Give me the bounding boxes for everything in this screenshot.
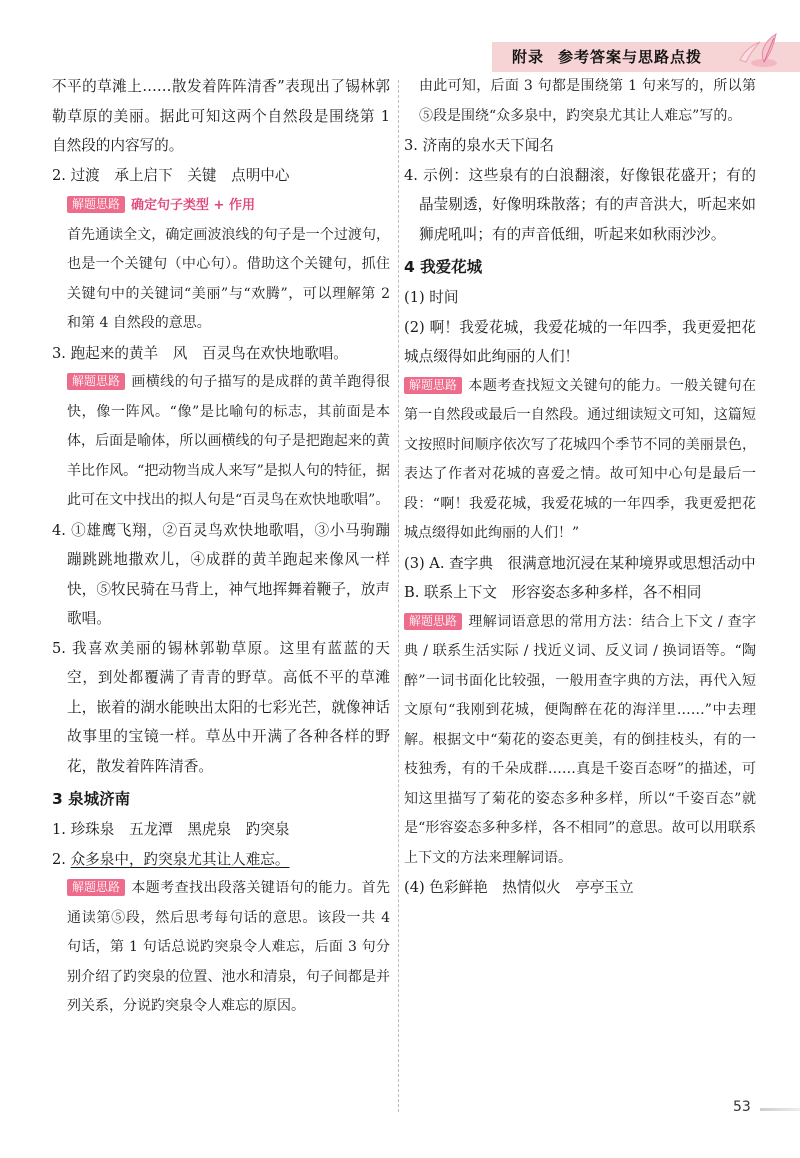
column-divider (398, 80, 399, 1112)
section-4-title: 4 我爱花城 (404, 258, 483, 276)
hint-2-label: 确定句子类型 + 作用 (131, 198, 255, 213)
hint-continuation: 由此可知，后面 3 句都是围绕第 1 句来写的，所以第⑤段是围绕“众多泉中，趵突泉尤其让人难忘”写的。 (419, 78, 756, 124)
section-4-answer-1: (1) 时间 (404, 289, 459, 306)
section-3-answer-1: 1. 珍珠泉 五龙潭 黑虎泉 趵突泉 (52, 821, 290, 838)
section-3-hint-2-text: 本题考查找出段落关键语句的能力。首先通读第⑤段，然后思考每句话的意思。该段一共 4 句话，第 1 句话总说趵突泉令人难忘，后面 3 句分别介绍了趵突泉的位置、池水和清泉，句子间都是并列关系，分说趵突泉令人难忘的原因。 (67, 880, 390, 1014)
section-3-answer-3: 3. 济南的泉水天下闻名 (404, 137, 554, 154)
left-column (52, 72, 390, 1022)
page-number: 53 (733, 1099, 751, 1115)
page-number-line (760, 1108, 800, 1111)
hint-tag: 解题思路 (404, 377, 462, 394)
answer-2-underlined: 众多泉中，趵突泉尤其让人难忘。 (70, 850, 290, 868)
section-4-answer-4: (4) 色彩鲜艳 热情似火 亭亭玉立 (404, 879, 634, 896)
hint-tag: 解题思路 (67, 373, 125, 390)
hint-2-label-line (52, 190, 390, 221)
section-3-answer-2 (52, 845, 390, 875)
section-4-hint-2-text: 本题考查找短文关键句的能力。一般关键句在第一自然段或最后一自然段。通过细读短文可知，这篇短文按照时间顺序依次写了花城四个季节不同的美丽景色，表达了作者对花城的喜爱之情。故可知中心句是最后一段：“啊！我爱花城，我爱花城的一年四季，我更爱把花城点缀得如此绚丽的人们！” (404, 377, 756, 541)
section-4-answer-3b: B. 联系上下文 形容姿态多种多样，各不相同 (404, 584, 702, 601)
hint-tag: 解题思路 (67, 879, 125, 896)
answer-2: 2. 过渡 承上启下 关键 点明中心 (52, 166, 290, 184)
section-3-title: 3 泉城济南 (52, 790, 131, 808)
header-title-text: 参考答案与思路点拨 (558, 48, 703, 66)
answer-4: 4. ①雄鹰飞翔，②百灵鸟欢快地歌唱，③小马驹蹦蹦跳跳地撒欢儿，④成群的黄羊跑起来像风一样快，⑤牧民骑在马背上，神气地挥舞着鞭子，放声歌唱。 (52, 521, 390, 627)
section-4-hint-3-text: 理解词语意思的常用方法：结合上下文 / 查字典 / 联系生活实际 / 找近义词、反义词 / 换词语等。“陶醉”一词书面化比较强，一般用查字典的方法，再代入短文原句“我刚到花城，便陶醉在花的海洋里……”中去理解。根据文中“菊花的姿态更美，有的倒挂枝头，有的一枝独秀，有的千朵成群……真是千姿百态呀”的描述，可知这里描写了菊花的姿态多种多样，所以“千姿百态”就是“形容姿态多种多样，各不相同”的意思。故可以用联系上下文的方法来理解词语。 (404, 613, 756, 866)
hint-tag: 解题思路 (404, 613, 462, 630)
feather-pen-icon (730, 30, 782, 70)
section-4-answer-3a: (3) A. 查字典 很满意地沉浸在某种境界或思想活动中 (404, 554, 756, 572)
hint-3 (52, 368, 390, 516)
section-4-hint-2 (404, 372, 756, 549)
section-4-hint-3 (404, 608, 756, 874)
hint-3-text: 画横线的句子描写的是成群的黄羊跑得很快，像一阵风。“像”是比喻句的标志，其前面是本体，后面是喻体，所以画横线的句子是把跑起来的黄羊比作风。“把动物当成人来写”是拟人句的特征，据此可在文中找出的拟人句是“百灵鸟在欢快地歌唱”。 (67, 374, 390, 508)
section-3-answer-4: 4. 示例：这些泉有的白浪翻滚，好像银花盛开；有的晶莹剔透，好像明珠散落；有的声音洪大，听起来如狮虎吼叫；有的声音低细，听起来如秋雨沙沙。 (404, 166, 756, 243)
header-section-label: 附录 (512, 48, 545, 66)
section-4-answer-2: (2) 啊！我爱花城，我爱花城的一年四季，我更爱把花城点缀得如此绚丽的人们！ (404, 318, 756, 365)
answer-2-number: 2. (52, 850, 71, 868)
header-title (512, 46, 702, 67)
section-3-hint-2 (52, 874, 390, 1022)
answer-5: 5. 我喜欢美丽的锡林郭勒草原。这里有蓝蓝的天空，到处都覆满了青青的野草。高低不平的草滩上，嵌着的湖水能映出太阳的七彩光芒，就像神话故事里的宝镜一样。草丛中开满了各种各样的野花，散发着阵阵清香。 (52, 639, 390, 775)
hint-tag: 解题思路 (67, 196, 125, 213)
right-column (404, 72, 756, 903)
answer-paragraph: 不平的草滩上……散发着阵阵清香”表现出了锡林郭勒草原的美丽。据此可知这两个自然段是围绕第 1 自然段的内容写的。 (52, 78, 390, 154)
hint-2-text: 首先通读全文，确定画波浪线的句子是一个过渡句，也是一个关键句（中心句）。借助这个关键句，抓住关键句中的关键词“美丽”与“欢腾”，可以理解第 2 和第 4 自然段的意思。 (67, 226, 390, 331)
answer-3: 3. 跑起来的黄羊 风 百灵鸟在欢快地歌唱。 (52, 344, 348, 362)
